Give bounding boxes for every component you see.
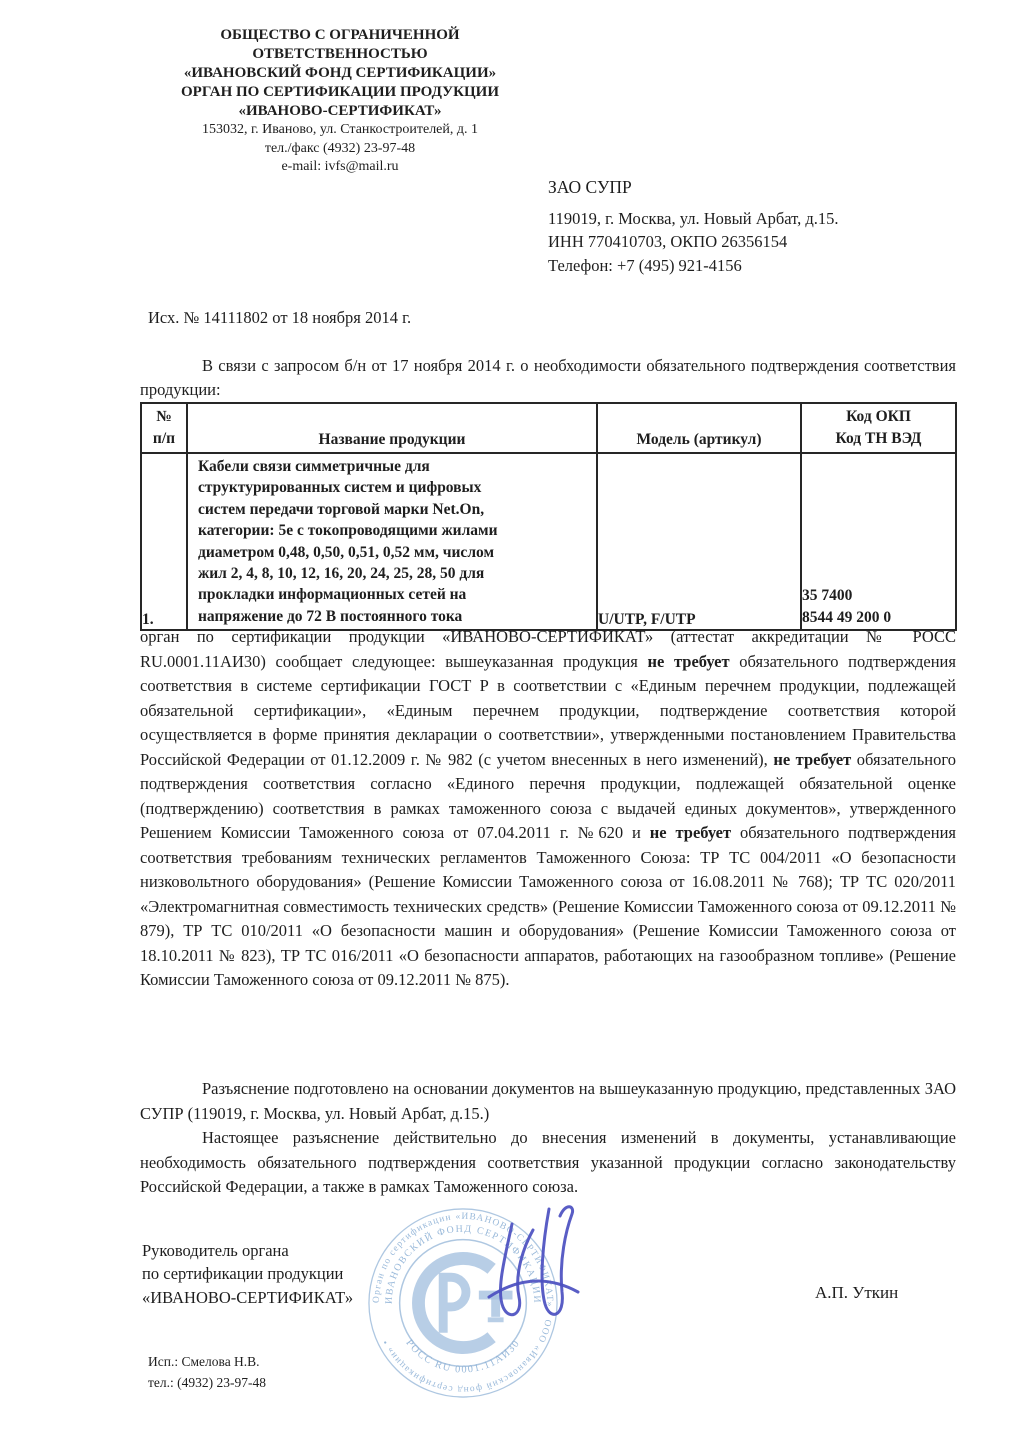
executor-name: Исп.: Смелова Н.В.	[148, 1354, 260, 1369]
recipient-name: ЗАО СУПР	[548, 177, 632, 197]
recipient-block	[548, 176, 968, 277]
col-header-model: Модель (артикул)	[597, 403, 801, 453]
org-name-line: ОТВЕТСТВЕННОСТЬЮ	[252, 46, 428, 62]
executor-phone: тел.: (4932) 23-97-48	[148, 1374, 266, 1390]
table-row	[141, 453, 956, 630]
tnved-code: 8544 49 200 0	[802, 609, 892, 627]
product-table	[140, 402, 957, 631]
signer-title: Руководитель органа по сертификации продукции «ИВАНОВО-СЕРТИФИКАТ»	[142, 1241, 354, 1307]
recipient-phone: Телефон: +7 (495) 921-4156	[548, 255, 742, 275]
org-email: e-mail: ivfs@mail.ru	[281, 159, 399, 174]
body-paragraph-basis: Разъяснение подготовлено на основании документов на вышеуказанную продукцию, представленных ЗАО СУПР (119019, г. Москва, ул. Новый Арбат, д.15.)	[140, 1079, 956, 1123]
org-name-line: «ИВАНОВСКИЙ ФОНД СЕРТИФИКАЦИИ»	[183, 65, 497, 81]
product-name-cell: Кабели связи симметричные для структурированных систем и цифровых систем передачи торговой марки Net.On, категории: 5е с токопроводящими жилами диаметром 0,48, 0,50, 0,51, 0,52 мм, числом жил 2, 4, 8, 10, 12, 16, 20, 24, 25, 28, 50 для прокладки информационных сетей на напряжение до 72 В постоянного тока	[187, 453, 597, 630]
recipient-address: 119019, г. Москва, ул. Новый Арбат, д.15.	[548, 209, 839, 228]
row-number-cell: 1.	[141, 453, 187, 630]
body-paragraph-main: орган по сертификации продукции «ИВАНОВО-СЕРТИФИКАТ» (аттестат аккредитации № РОСС RU.0001.11АИ30) сообщает следующее: вышеуказанная продукция не требует обязательного подтверждения соответствия в системе сертификации ГОСТ Р в соответствии с «Единым перечнем продукции, подлежащей обязательной сертификации», «Единым перечнем продукции, подтверждение соответствия которой осуществляется в форме принятия декларации о соответствии», утвержденными постановлением Правительства Российской Федерации от 01.12.2009 г. № 982 (с учетом внесенных в него изменений), не требует обязательного подтверждения соответствия согласно «Единого перечня продукции, подлежащей обязательной оценке (подтверждению) соответствия в рамках таможенного союза с выдачей единых документов», утвержденного Решением Комиссии Таможенного союза от 07.04.2011 г. №620 и не требует обязательного подтверждения соответствия требованиям технических регламентов Таможенного Союза: ТР ТС 004/2011 «О безопасности низковольтного оборудования» (Решение Комиссии Таможенного союза от 16.08.2011 № 768); ТР ТС 020/2011 «Электромагнитная совместимость технических средств» (Решение Комиссии Таможенного союза от 09.12.2011 № 879), ТР ТС 010/2011 «О безопасности машин и оборудования» (Решение Комиссии Таможенного союза от 18.10.2011 № 823), ТР ТС 016/2011 «О безопасности аппаратов, работающих на газообразном топливе» (Решение Комиссии Таможенного союза от 09.12.2011 № 875).	[140, 627, 956, 989]
recipient-codes: ИНН 770410703, ОКПО 26356154	[548, 232, 788, 252]
okp-code: 35 7400	[802, 587, 853, 605]
model-cell: U/UTP, F/UTP	[597, 453, 801, 630]
executor-block	[148, 1352, 266, 1393]
body-paragraph-validity: Настоящее разъяснение действительно до внесения изменений в документы, устанавливающие необходимость обязательного подтверждения соответствия указанной продукции согласно законодательству Российской Федерации, а также в рамках Таможенного союза.	[140, 1128, 956, 1196]
letterhead	[135, 26, 545, 177]
svg-text:Орган по сертификации «ИВАНОВО: Орган по сертификации «ИВАНОВО-СЕРТИФИКАТ» • ООО «Ивановский фонд сертификации» •	[371, 1211, 555, 1395]
svg-text:РОСС RU 0001.11АИ30: РОСС RU 0001.11АИ30	[403, 1337, 523, 1376]
svg-text:ИВАНОВСКИЙ ФОНД СЕРТИФИКАЦИИ: ИВАНОВСКИЙ ФОНД СЕРТИФИКАЦИИ	[383, 1223, 543, 1305]
code-cell	[801, 453, 956, 630]
col-header-num: № п/п	[141, 403, 187, 453]
org-name-line: «ИВАНОВО-СЕРТИФИКАТ»	[238, 103, 442, 119]
outgoing-reference: Исх. № 14111802 от 18 ноября 2014 г.	[148, 308, 412, 327]
col-header-name: Название продукции	[187, 403, 597, 453]
intro-paragraph: В связи с запросом б/н от 17 ноября 2014 г. о необходимости обязательного подтверждения соответствия продукции:	[140, 356, 956, 399]
table-header-row	[141, 403, 956, 453]
org-address: 153032, г. Иваново, ул. Станкостроителей, д. 1	[201, 122, 479, 137]
org-phone: тел./факс (4932) 23-97-48	[264, 140, 416, 156]
col-header-code: Код ОКП Код ТН ВЭД	[801, 403, 956, 453]
signer-name: А.П. Уткин	[815, 1283, 899, 1302]
handwritten-signature-icon	[455, 1192, 595, 1332]
org-name-line: ОРГАН ПО СЕРТИФИКАЦИИ ПРОДУКЦИИ	[181, 84, 499, 100]
org-name-line: ОБЩЕСТВО С ОГРАНИЧЕННОЙ	[220, 27, 460, 43]
